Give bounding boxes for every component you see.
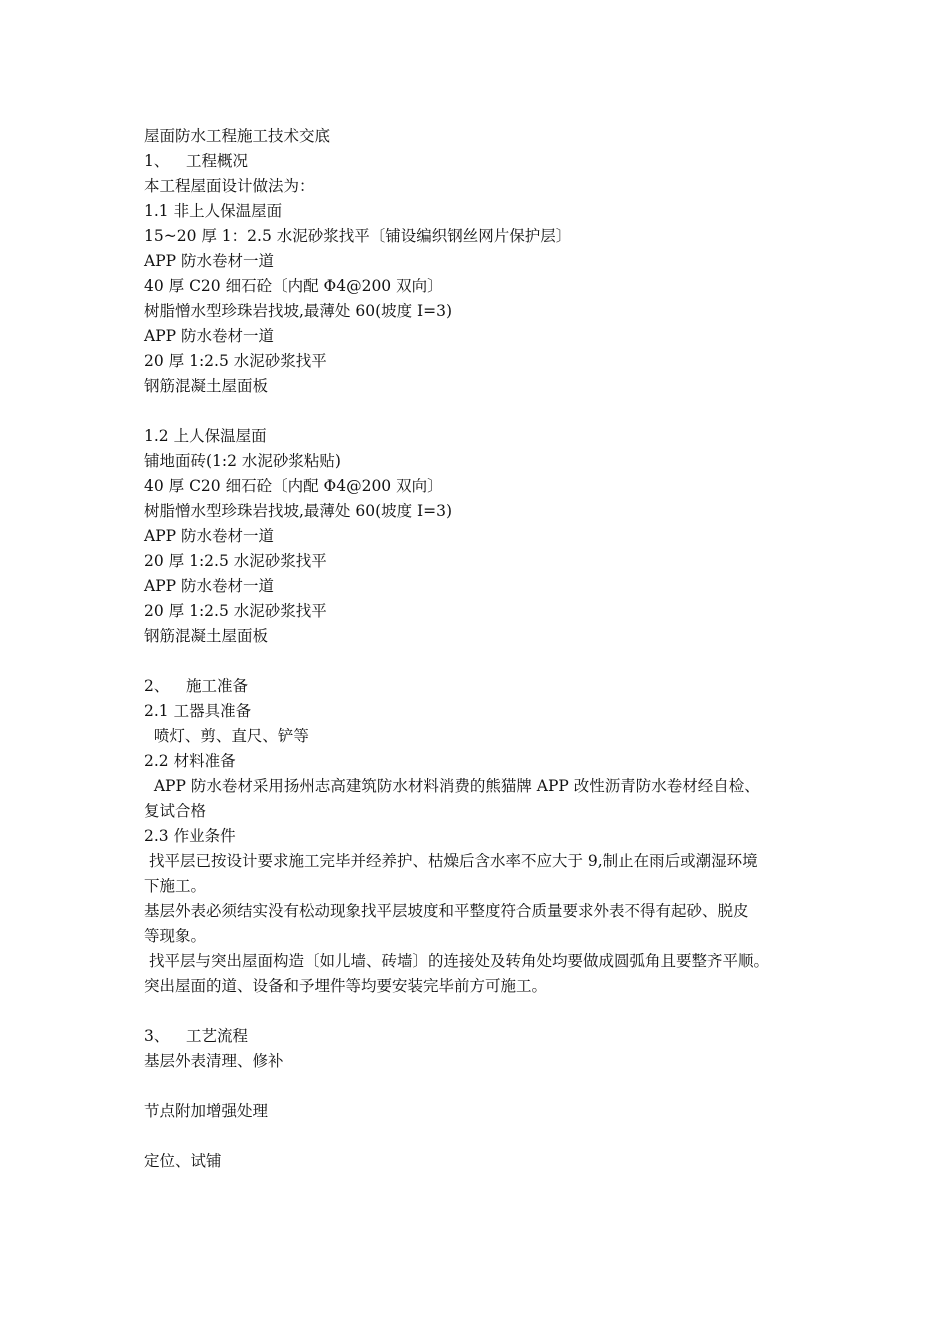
layer-line: 40 厚 C20 细石砼〔内配 Φ4@200 双向〕	[144, 477, 443, 495]
section-heading	[144, 674, 824, 699]
subsection-title: 2.1 工器具准备	[144, 702, 252, 720]
document-body	[144, 124, 824, 1174]
paragraph: 突出屋面的道、设备和予埋件等均要安装完毕前方可施工。	[144, 977, 548, 995]
process-step: 节点附加增强处理	[144, 1102, 269, 1120]
blank-line	[144, 1124, 824, 1149]
paragraph: 下施工。	[144, 877, 207, 895]
layer-line: 20 厚 1:2.5 水泥砂浆找平	[144, 602, 327, 620]
layer-line: 树脂憎水型珍珠岩找坡,最薄处 60(坡度 I=3)	[144, 302, 453, 320]
section-number: 3、	[144, 1027, 170, 1045]
paragraph: 复试合格	[144, 802, 207, 820]
paragraph: 找平层与突出屋面构造〔如儿墙、砖墙〕的连接处及转角处均要做成圆弧角且要整齐平顺。	[144, 952, 769, 970]
blank-line	[144, 649, 824, 674]
layer-line: APP 防水卷材一道	[144, 527, 274, 545]
layer-line: 铺地面砖(1:2 水泥砂浆粘贴)	[144, 452, 341, 470]
section-heading	[144, 1024, 824, 1049]
section-heading	[144, 149, 824, 174]
layer-line: 树脂憎水型珍珠岩找坡,最薄处 60(坡度 I=3)	[144, 502, 453, 520]
paragraph: 等现象。	[144, 927, 207, 945]
paragraph: 找平层已按设计要求施工完毕并经养护、枯燥后含水率不应大于 9,制止在雨后或潮湿环境	[144, 852, 758, 870]
blank-line	[144, 999, 824, 1024]
layer-line: APP 防水卷材一道	[144, 327, 274, 345]
process-step: 定位、试铺	[144, 1152, 222, 1170]
paragraph: 基层外表必须结实没有松动现象找平层坡度和平整度符合质量要求外表不得有起砂、脱皮	[144, 902, 749, 920]
layer-line: 钢筋混凝土屋面板	[144, 627, 269, 645]
subsection-title: 2.3 作业条件	[144, 827, 236, 845]
process-step: 基层外表清理、修补	[144, 1052, 284, 1070]
paragraph: APP 防水卷材采用扬州志高建筑防水材料消费的熊猫牌 APP 改性沥青防水卷材经自检、	[144, 777, 760, 795]
section-number: 1、	[144, 152, 170, 170]
section-title: 工艺流程	[186, 1027, 249, 1045]
paragraph: 喷灯、剪、直尺、铲等	[144, 727, 309, 745]
paragraph: 本工程屋面设计做法为：	[144, 177, 315, 195]
layer-line: 20 厚 1:2.5 水泥砂浆找平	[144, 352, 327, 370]
section-title: 施工准备	[186, 677, 249, 695]
section-number: 2、	[144, 677, 170, 695]
layer-line: 20 厚 1:2.5 水泥砂浆找平	[144, 552, 327, 570]
layer-line: 40 厚 C20 细石砼〔内配 Φ4@200 双向〕	[144, 277, 443, 295]
subsection-title: 1.1 非上人保温屋面	[144, 202, 283, 220]
layer-line: 钢筋混凝土屋面板	[144, 377, 269, 395]
blank-line	[144, 1074, 824, 1099]
layer-line: APP 防水卷材一道	[144, 577, 274, 595]
subsection-title: 2.2 材料准备	[144, 752, 236, 770]
blank-line	[144, 399, 824, 424]
layer-line: 15~20 厚 1：2.5 水泥砂浆找平〔铺设编织钢丝网片保护层〕	[144, 227, 572, 245]
layer-line: APP 防水卷材一道	[144, 252, 274, 270]
subsection-title: 1.2 上人保温屋面	[144, 427, 267, 445]
document-title: 屋面防水工程施工技术交底	[144, 127, 331, 145]
section-title: 工程概况	[186, 152, 249, 170]
